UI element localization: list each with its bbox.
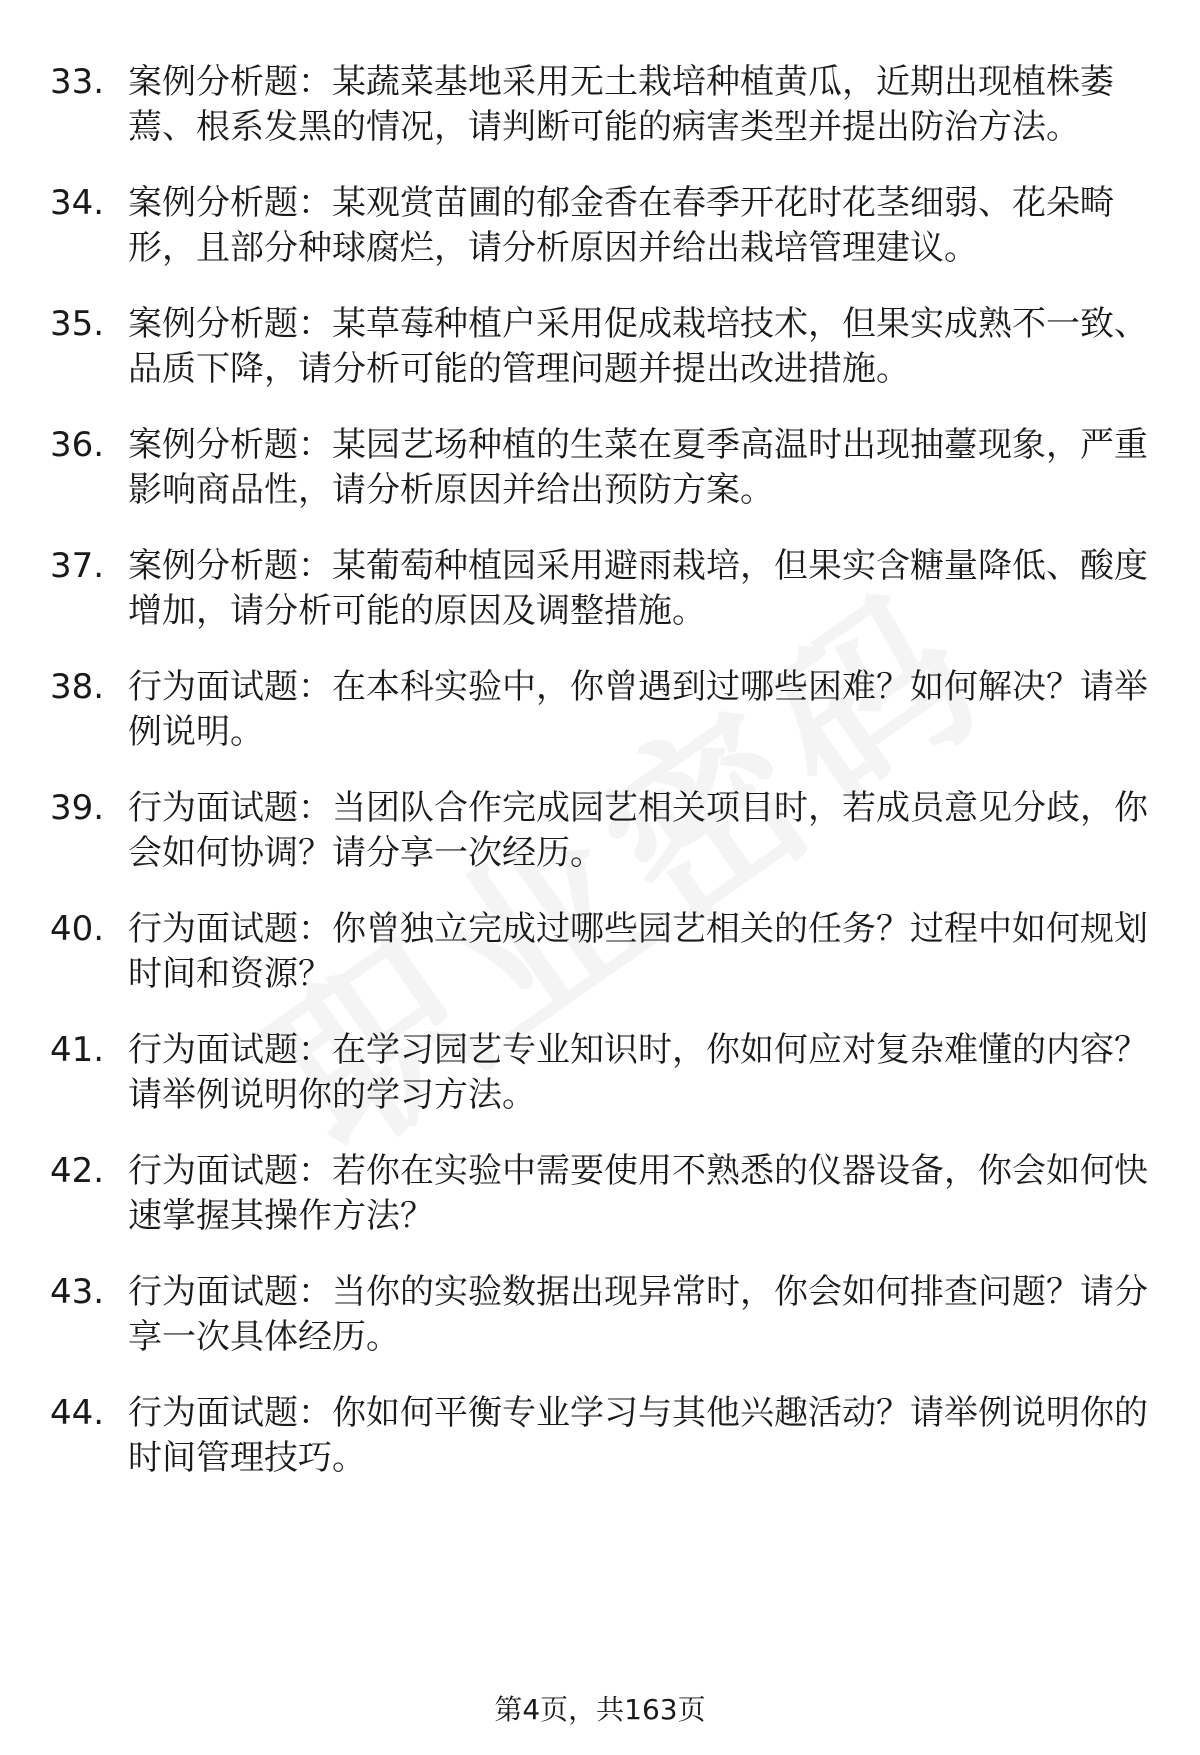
question-text: 案例分析题：某葡萄种植园采用避雨栽培，但果实含糖量降低、酸度增加，请分析可能的原因及调整措施。 bbox=[128, 546, 1148, 631]
question-text: 行为面试题：当你的实验数据出现异常时，你会如何排查问题？请分享一次具体经历。 bbox=[128, 1272, 1148, 1357]
question-item bbox=[50, 907, 1160, 997]
question-item bbox=[50, 1270, 1160, 1360]
question-text: 行为面试题：当团队合作完成园艺相关项目时，若成员意见分歧，你会如何协调？请分享一次经历。 bbox=[128, 788, 1148, 873]
question-text: 行为面试题：你如何平衡专业学习与其他兴趣活动？请举例说明你的时间管理技巧。 bbox=[128, 1393, 1148, 1478]
question-number: 44. bbox=[50, 1393, 105, 1433]
question-number: 39. bbox=[50, 788, 105, 828]
question-number: 34. bbox=[50, 183, 105, 223]
question-item bbox=[50, 1149, 1160, 1239]
question-item bbox=[50, 544, 1160, 634]
question-list bbox=[50, 60, 1160, 1512]
question-text: 案例分析题：某草莓种植户采用促成栽培技术，但果实成熟不一致、品质下降，请分析可能的管理问题并提出改进措施。 bbox=[128, 304, 1148, 389]
page-number-label: 第4页，共163页 bbox=[494, 1693, 706, 1726]
question-item bbox=[50, 786, 1160, 876]
question-number: 40. bbox=[50, 909, 105, 949]
question-text: 案例分析题：某观赏苗圃的郁金香在春季开花时花茎细弱、花朵畸形，且部分种球腐烂，请分析原因并给出栽培管理建议。 bbox=[128, 183, 1114, 268]
question-number: 38. bbox=[50, 667, 105, 707]
question-number: 41. bbox=[50, 1030, 105, 1070]
question-item bbox=[50, 60, 1160, 150]
question-item bbox=[50, 1028, 1160, 1118]
question-text: 行为面试题：若你在实验中需要使用不熟悉的仪器设备，你会如何快速掌握其操作方法？ bbox=[128, 1151, 1148, 1236]
question-text: 行为面试题：你曾独立完成过哪些园艺相关的任务？过程中如何规划时间和资源？ bbox=[128, 909, 1148, 994]
page-footer bbox=[0, 1690, 1200, 1730]
question-number: 35. bbox=[50, 304, 105, 344]
question-item bbox=[50, 665, 1160, 755]
question-number: 43. bbox=[50, 1272, 105, 1312]
question-item bbox=[50, 302, 1160, 392]
question-text: 行为面试题：在学习园艺专业知识时，你如何应对复杂难懂的内容？请举例说明你的学习方法。 bbox=[128, 1030, 1148, 1115]
question-text: 案例分析题：某园艺场种植的生菜在夏季高温时出现抽薹现象，严重影响商品性，请分析原因并给出预防方案。 bbox=[128, 425, 1148, 510]
question-number: 36. bbox=[50, 425, 105, 465]
question-text: 行为面试题：在本科实验中，你曾遇到过哪些困难？如何解决？请举例说明。 bbox=[128, 667, 1148, 752]
question-number: 42. bbox=[50, 1151, 105, 1191]
question-item bbox=[50, 423, 1160, 513]
question-number: 33. bbox=[50, 62, 105, 102]
question-item bbox=[50, 181, 1160, 271]
question-text: 案例分析题：某蔬菜基地采用无土栽培种植黄瓜，近期出现植株萎蔫、根系发黑的情况，请判断可能的病害类型并提出防治方法。 bbox=[128, 62, 1114, 147]
question-number: 37. bbox=[50, 546, 105, 586]
question-item bbox=[50, 1391, 1160, 1481]
